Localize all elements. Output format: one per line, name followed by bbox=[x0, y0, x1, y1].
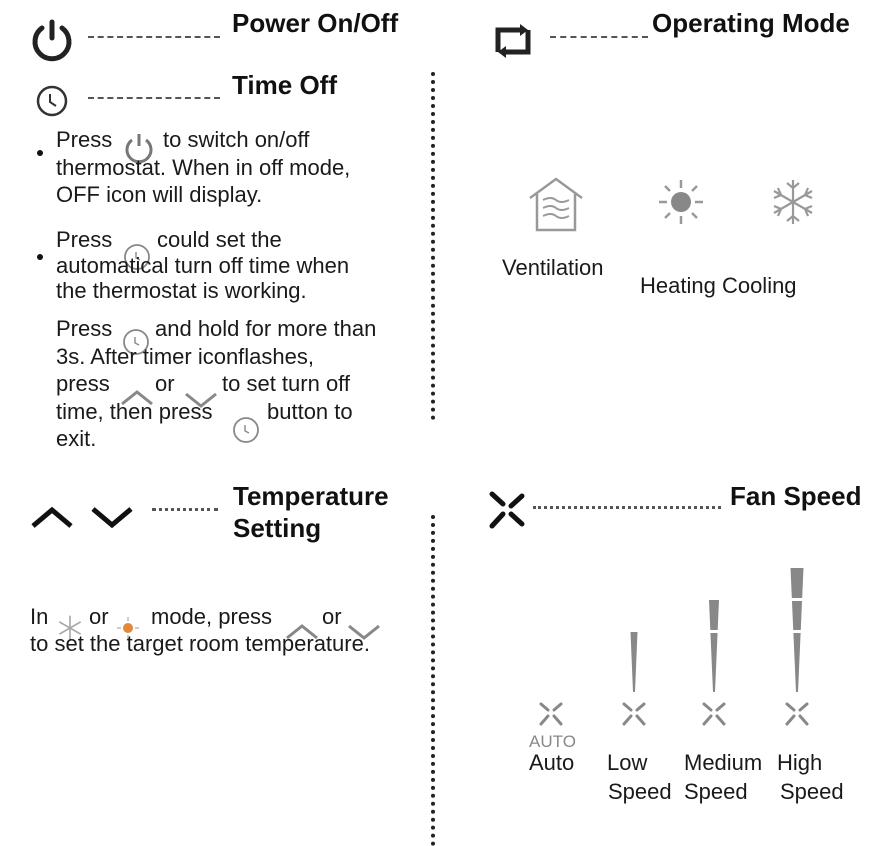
text: the thermostat is working. bbox=[56, 278, 307, 303]
text: to set turn off bbox=[222, 371, 351, 396]
fan-label-high-2: Speed bbox=[780, 779, 844, 804]
fan-label-high: High bbox=[777, 750, 823, 775]
auto-badge: AUTO bbox=[529, 732, 576, 751]
mode-title: Operating Mode bbox=[652, 8, 850, 38]
text: In bbox=[30, 604, 49, 629]
speed-bar bbox=[631, 632, 638, 692]
fan-label-medium: Medium bbox=[684, 750, 763, 775]
text: exit. bbox=[56, 426, 97, 451]
mode-label-ventilation: Ventilation bbox=[502, 255, 604, 280]
divider bbox=[533, 506, 721, 509]
timeoff-title: Time Off bbox=[232, 70, 337, 100]
text: time, then press bbox=[56, 399, 213, 424]
fan-icon bbox=[488, 490, 526, 530]
mode-label-heating-cooling: Heating Cooling bbox=[640, 273, 797, 298]
chevron-up-icon bbox=[30, 505, 74, 529]
fan-icon bbox=[704, 704, 724, 724]
bullet bbox=[37, 254, 43, 260]
snowflake-icon bbox=[768, 178, 818, 226]
text: and hold for more than bbox=[155, 316, 377, 341]
fan-label-low-2: Speed bbox=[608, 779, 672, 804]
divider bbox=[88, 36, 220, 38]
text: 3s. After timer iconflashes, bbox=[56, 344, 314, 369]
text: Press bbox=[56, 127, 113, 152]
clock-icon bbox=[35, 84, 69, 118]
power-icon bbox=[30, 20, 74, 60]
fan-speed-2 bbox=[694, 530, 734, 730]
fan-label-auto: Auto bbox=[529, 750, 575, 775]
vertical-divider bbox=[431, 515, 435, 846]
fan-label-medium-2: Speed bbox=[684, 779, 748, 804]
text: to set the target room temperature. bbox=[30, 631, 370, 656]
text: OFF icon will display. bbox=[56, 182, 263, 207]
text: or bbox=[155, 371, 175, 396]
text: mode, press bbox=[151, 604, 273, 629]
divider bbox=[152, 508, 218, 511]
temperature-title-line2: Setting bbox=[233, 513, 322, 543]
ventilation-icon bbox=[527, 176, 585, 232]
text: Press bbox=[56, 316, 113, 341]
chevron-down-icon bbox=[90, 505, 134, 529]
bullet bbox=[37, 150, 43, 156]
fan-label-low: Low bbox=[607, 750, 648, 775]
power-title: Power On/Off bbox=[232, 8, 399, 38]
text: or bbox=[322, 604, 342, 629]
text: could set the bbox=[157, 227, 282, 252]
text: button to bbox=[267, 399, 353, 424]
fan-title: Fan Speed bbox=[730, 481, 862, 511]
text: or bbox=[89, 604, 109, 629]
temperature-title-line1: Temperature bbox=[233, 481, 389, 511]
vertical-divider bbox=[431, 72, 435, 420]
fan-speed-0 bbox=[531, 530, 571, 730]
cycle-arrows-icon bbox=[490, 22, 536, 60]
fan-icon bbox=[541, 704, 561, 724]
sun-icon bbox=[657, 178, 705, 226]
speed-bar bbox=[709, 600, 719, 692]
divider bbox=[88, 97, 220, 99]
text: automatical turn off time when bbox=[56, 253, 350, 278]
clock-icon bbox=[232, 416, 260, 444]
fan-speed-3 bbox=[777, 530, 817, 730]
text: to switch on/off bbox=[163, 127, 310, 152]
text: Press bbox=[56, 227, 113, 252]
fan-icon bbox=[787, 704, 807, 724]
fan-icon bbox=[624, 704, 644, 724]
fan-speed-1 bbox=[614, 530, 654, 730]
text: thermostat. When in off mode, bbox=[56, 155, 351, 180]
text: press bbox=[56, 371, 110, 396]
divider bbox=[550, 36, 648, 38]
